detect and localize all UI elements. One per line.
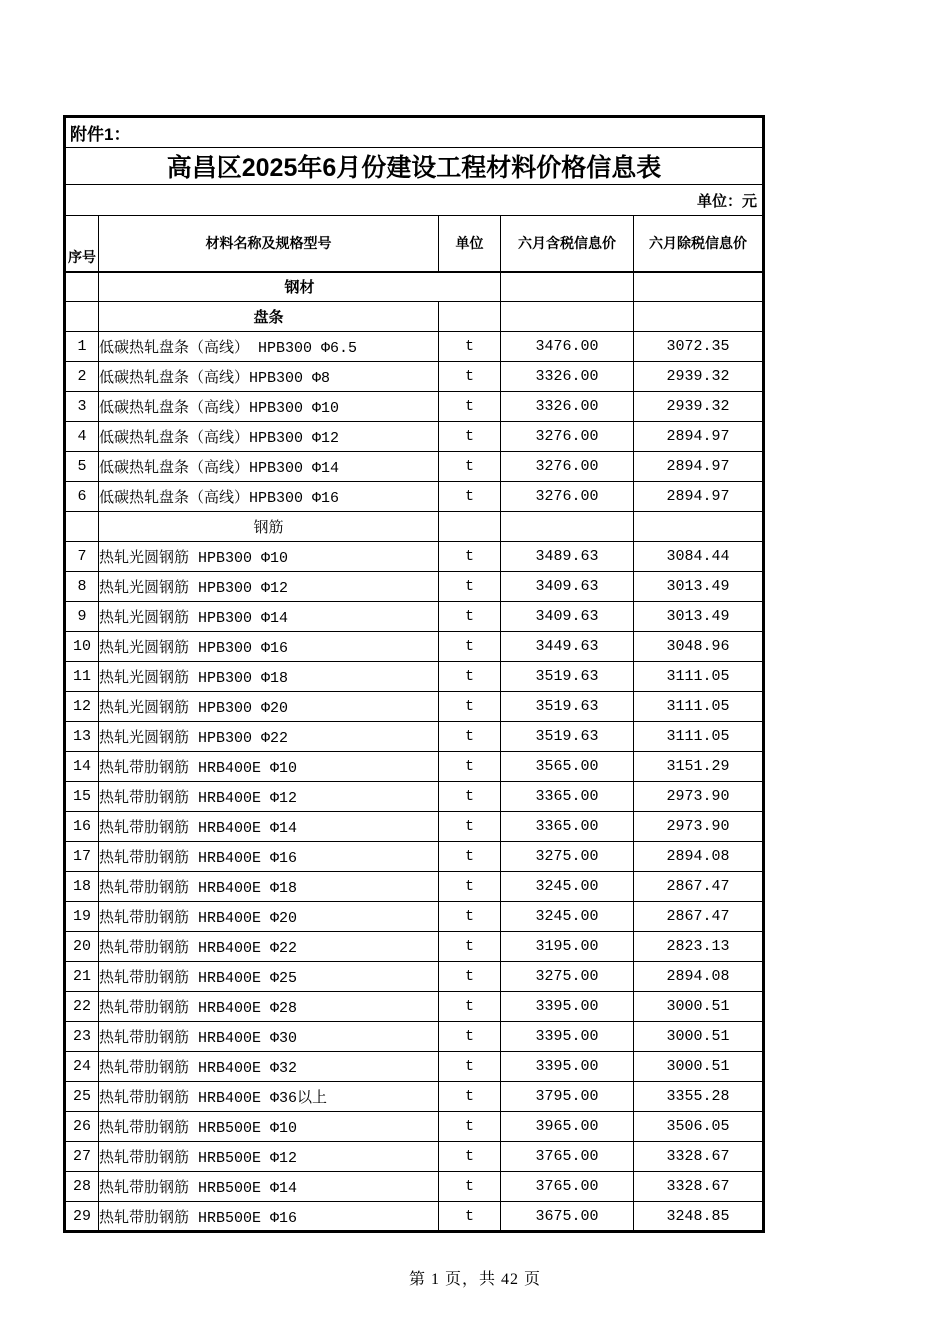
table-row <box>65 1172 764 1202</box>
seq-cell: 18 <box>65 872 99 902</box>
unit-cell: t <box>439 452 501 482</box>
material-name-cell: 热轧光圆钢筋 HPB300 Φ10 <box>99 542 439 572</box>
table-row <box>65 1142 764 1172</box>
price-excl-cell: 3111.05 <box>634 692 764 722</box>
price-excl-cell: 2939.32 <box>634 362 764 392</box>
seq-cell: 27 <box>65 1142 99 1172</box>
table-row <box>65 452 764 482</box>
unit-cell: t <box>439 1022 501 1052</box>
price-incl-cell: 3245.00 <box>501 872 634 902</box>
table-row <box>65 812 764 842</box>
table-row <box>65 422 764 452</box>
price-excl-cell: 2939.32 <box>634 392 764 422</box>
price-incl-cell: 3276.00 <box>501 482 634 512</box>
price-incl-cell: 3795.00 <box>501 1082 634 1112</box>
unit-cell: t <box>439 872 501 902</box>
unit-cell: t <box>439 362 501 392</box>
seq-cell: 24 <box>65 1052 99 1082</box>
price-incl-cell <box>501 302 634 332</box>
price-incl-cell: 3449.63 <box>501 632 634 662</box>
document-page <box>63 115 762 1233</box>
price-incl-cell: 3365.00 <box>501 782 634 812</box>
attachment-label: 附件1： <box>65 117 764 148</box>
unit-cell: t <box>439 1142 501 1172</box>
price-incl-cell: 3409.63 <box>501 572 634 602</box>
material-name-cell: 热轧带肋钢筋 HRB400E Φ28 <box>99 992 439 1022</box>
price-incl-cell: 3476.00 <box>501 332 634 362</box>
price-table <box>63 115 765 1233</box>
material-name-cell: 热轧带肋钢筋 HRB400E Φ12 <box>99 782 439 812</box>
price-incl-cell <box>501 512 634 542</box>
price-excl-cell: 3506.05 <box>634 1112 764 1142</box>
header-unit: 单位 <box>439 216 501 272</box>
price-excl-cell <box>634 512 764 542</box>
table-row <box>65 902 764 932</box>
section-row <box>65 272 764 302</box>
table-row <box>65 752 764 782</box>
unit-cell: t <box>439 572 501 602</box>
material-name-cell: 热轧带肋钢筋 HRB500E Φ16 <box>99 1202 439 1232</box>
table-row <box>65 632 764 662</box>
seq-cell: 9 <box>65 602 99 632</box>
material-name-cell: 热轧带肋钢筋 HRB500E Φ12 <box>99 1142 439 1172</box>
unit-cell: t <box>439 752 501 782</box>
table-row <box>65 1022 764 1052</box>
price-incl-cell: 3519.63 <box>501 692 634 722</box>
unit-cell: t <box>439 332 501 362</box>
price-incl-cell: 3395.00 <box>501 1022 634 1052</box>
header-price-excl-tax: 六月除税信息价 <box>634 216 764 272</box>
unit-cell: t <box>439 842 501 872</box>
table-row <box>65 1202 764 1232</box>
table-row <box>65 962 764 992</box>
header-row <box>65 216 764 272</box>
table-row <box>65 842 764 872</box>
table-row <box>65 782 764 812</box>
unit-note: 单位：元 <box>65 185 764 216</box>
material-name-cell: 低碳热轧盘条（高线） HPB300 Φ6.5 <box>99 332 439 362</box>
table-row <box>65 362 764 392</box>
material-name-cell: 热轧带肋钢筋 HRB400E Φ20 <box>99 902 439 932</box>
table-row <box>65 722 764 752</box>
seq-cell: 22 <box>65 992 99 1022</box>
table-row <box>65 602 764 632</box>
price-excl-cell: 2867.47 <box>634 872 764 902</box>
seq-cell: 23 <box>65 1022 99 1052</box>
table-row <box>65 1112 764 1142</box>
seq-cell: 7 <box>65 542 99 572</box>
title-row <box>65 148 764 185</box>
material-name-cell: 热轧带肋钢筋 HRB400E Φ32 <box>99 1052 439 1082</box>
price-excl-cell: 3151.29 <box>634 752 764 782</box>
seq-cell: 17 <box>65 842 99 872</box>
seq-cell <box>65 512 99 542</box>
section-row <box>65 512 764 542</box>
price-incl-cell: 3965.00 <box>501 1112 634 1142</box>
seq-cell: 14 <box>65 752 99 782</box>
price-incl-cell: 3765.00 <box>501 1142 634 1172</box>
price-excl-cell <box>634 272 764 302</box>
unit-cell: t <box>439 1172 501 1202</box>
material-name-cell: 热轧带肋钢筋 HRB500E Φ10 <box>99 1112 439 1142</box>
page-number: 第 1 页，共 42 页 <box>408 1271 541 1288</box>
price-excl-cell: 3111.05 <box>634 722 764 752</box>
price-excl-cell: 3328.67 <box>634 1172 764 1202</box>
material-name-cell: 低碳热轧盘条（高线）HPB300 Φ10 <box>99 392 439 422</box>
seq-cell: 2 <box>65 362 99 392</box>
table-row <box>65 872 764 902</box>
price-incl-cell: 3765.00 <box>501 1172 634 1202</box>
attachment-row <box>65 117 764 148</box>
price-incl-cell: 3395.00 <box>501 1052 634 1082</box>
price-incl-cell: 3275.00 <box>501 962 634 992</box>
material-name-cell: 热轧光圆钢筋 HPB300 Φ12 <box>99 572 439 602</box>
price-excl-cell: 2894.97 <box>634 452 764 482</box>
unit-cell: t <box>439 962 501 992</box>
unit-cell <box>439 512 501 542</box>
unit-cell: t <box>439 992 501 1022</box>
price-incl-cell: 3245.00 <box>501 902 634 932</box>
price-incl-cell: 3409.63 <box>501 602 634 632</box>
price-incl-cell: 3326.00 <box>501 362 634 392</box>
price-incl-cell: 3675.00 <box>501 1202 634 1232</box>
price-excl-cell: 3013.49 <box>634 572 764 602</box>
seq-cell <box>65 302 99 332</box>
table-row <box>65 482 764 512</box>
price-excl-cell: 2973.90 <box>634 782 764 812</box>
table-row <box>65 392 764 422</box>
price-incl-cell: 3519.63 <box>501 722 634 752</box>
price-excl-cell: 3048.96 <box>634 632 764 662</box>
seq-cell: 5 <box>65 452 99 482</box>
price-incl-cell: 3276.00 <box>501 422 634 452</box>
price-incl-cell: 3365.00 <box>501 812 634 842</box>
material-name-cell: 热轧带肋钢筋 HRB400E Φ16 <box>99 842 439 872</box>
header-material-name: 材料名称及规格型号 <box>99 216 439 272</box>
price-excl-cell: 3000.51 <box>634 1052 764 1082</box>
price-incl-cell: 3275.00 <box>501 842 634 872</box>
price-excl-cell: 3084.44 <box>634 542 764 572</box>
table-row <box>65 692 764 722</box>
price-excl-cell: 3111.05 <box>634 662 764 692</box>
seq-cell: 11 <box>65 662 99 692</box>
material-name-cell: 低碳热轧盘条（高线）HPB300 Φ8 <box>99 362 439 392</box>
material-name-cell: 热轧光圆钢筋 HPB300 Φ14 <box>99 602 439 632</box>
material-name-cell: 低碳热轧盘条（高线）HPB300 Φ16 <box>99 482 439 512</box>
seq-cell: 15 <box>65 782 99 812</box>
seq-cell: 29 <box>65 1202 99 1232</box>
material-name-cell: 热轧光圆钢筋 HPB300 Φ18 <box>99 662 439 692</box>
material-name-cell: 热轧带肋钢筋 HRB400E Φ36以上 <box>99 1082 439 1112</box>
price-excl-cell: 3355.28 <box>634 1082 764 1112</box>
price-excl-cell: 2894.97 <box>634 422 764 452</box>
price-excl-cell: 2973.90 <box>634 812 764 842</box>
page-title: 高昌区2025年6月份建设工程材料价格信息表 <box>65 148 764 185</box>
seq-cell: 3 <box>65 392 99 422</box>
price-excl-cell: 2894.08 <box>634 962 764 992</box>
table-row <box>65 662 764 692</box>
price-excl-cell: 3013.49 <box>634 602 764 632</box>
seq-cell: 28 <box>65 1172 99 1202</box>
table-row <box>65 542 764 572</box>
section-row <box>65 302 764 332</box>
price-incl-cell: 3519.63 <box>501 662 634 692</box>
unit-cell: t <box>439 812 501 842</box>
material-name-cell: 热轧光圆钢筋 HPB300 Φ20 <box>99 692 439 722</box>
price-excl-cell: 2867.47 <box>634 902 764 932</box>
unit-cell: t <box>439 662 501 692</box>
unit-note-row <box>65 185 764 216</box>
table-row <box>65 572 764 602</box>
seq-cell: 13 <box>65 722 99 752</box>
seq-cell: 10 <box>65 632 99 662</box>
unit-cell: t <box>439 722 501 752</box>
unit-cell: t <box>439 1202 501 1232</box>
section-label-cell: 钢筋 <box>99 512 439 542</box>
price-incl-cell: 3565.00 <box>501 752 634 782</box>
price-excl-cell: 3328.67 <box>634 1142 764 1172</box>
material-name-cell: 热轧带肋钢筋 HRB500E Φ14 <box>99 1172 439 1202</box>
material-name-cell: 热轧带肋钢筋 HRB400E Φ25 <box>99 962 439 992</box>
header-price-incl-tax: 六月含税信息价 <box>501 216 634 272</box>
unit-cell: t <box>439 422 501 452</box>
unit-cell: t <box>439 1112 501 1142</box>
material-name-cell: 热轧带肋钢筋 HRB400E Φ14 <box>99 812 439 842</box>
material-name-cell: 热轧光圆钢筋 HPB300 Φ16 <box>99 632 439 662</box>
price-excl-cell: 2823.13 <box>634 932 764 962</box>
seq-cell: 8 <box>65 572 99 602</box>
unit-cell: t <box>439 632 501 662</box>
material-name-cell: 热轧带肋钢筋 HRB400E Φ22 <box>99 932 439 962</box>
seq-cell: 21 <box>65 962 99 992</box>
price-excl-cell: 3072.35 <box>634 332 764 362</box>
unit-cell: t <box>439 542 501 572</box>
header-seq: 序号 <box>65 216 99 272</box>
material-name-cell: 热轧光圆钢筋 HPB300 Φ22 <box>99 722 439 752</box>
unit-cell: t <box>439 902 501 932</box>
price-incl-cell <box>501 272 634 302</box>
seq-cell: 6 <box>65 482 99 512</box>
seq-cell: 12 <box>65 692 99 722</box>
seq-cell: 16 <box>65 812 99 842</box>
material-name-cell: 热轧带肋钢筋 HRB400E Φ30 <box>99 1022 439 1052</box>
seq-cell: 20 <box>65 932 99 962</box>
material-name-cell: 热轧带肋钢筋 HRB400E Φ18 <box>99 872 439 902</box>
unit-cell: t <box>439 392 501 422</box>
price-excl-cell: 3000.51 <box>634 992 764 1022</box>
price-excl-cell: 2894.97 <box>634 482 764 512</box>
material-name-cell: 热轧带肋钢筋 HRB400E Φ10 <box>99 752 439 782</box>
material-name-cell: 低碳热轧盘条（高线）HPB300 Φ14 <box>99 452 439 482</box>
price-excl-cell: 2894.08 <box>634 842 764 872</box>
table-row <box>65 992 764 1022</box>
seq-cell: 4 <box>65 422 99 452</box>
price-incl-cell: 3395.00 <box>501 992 634 1022</box>
unit-cell: t <box>439 692 501 722</box>
unit-cell <box>439 302 501 332</box>
unit-cell: t <box>439 1052 501 1082</box>
price-excl-cell: 3248.85 <box>634 1202 764 1232</box>
table-row <box>65 1052 764 1082</box>
seq-cell: 26 <box>65 1112 99 1142</box>
price-incl-cell: 3489.63 <box>501 542 634 572</box>
price-incl-cell: 3326.00 <box>501 392 634 422</box>
price-excl-cell <box>634 302 764 332</box>
seq-cell <box>65 272 99 302</box>
price-excl-cell: 3000.51 <box>634 1022 764 1052</box>
seq-cell: 25 <box>65 1082 99 1112</box>
material-name-cell: 低碳热轧盘条（高线）HPB300 Φ12 <box>99 422 439 452</box>
seq-cell: 19 <box>65 902 99 932</box>
table-row <box>65 332 764 362</box>
price-incl-cell: 3195.00 <box>501 932 634 962</box>
unit-cell: t <box>439 1082 501 1112</box>
seq-cell: 1 <box>65 332 99 362</box>
section-label-cell: 盘条 <box>99 302 439 332</box>
unit-cell: t <box>439 602 501 632</box>
unit-cell: t <box>439 482 501 512</box>
table-row <box>65 1082 764 1112</box>
price-incl-cell: 3276.00 <box>501 452 634 482</box>
section-label-cell: 钢材 <box>99 272 501 302</box>
unit-cell: t <box>439 932 501 962</box>
table-row <box>65 932 764 962</box>
unit-cell: t <box>439 782 501 812</box>
